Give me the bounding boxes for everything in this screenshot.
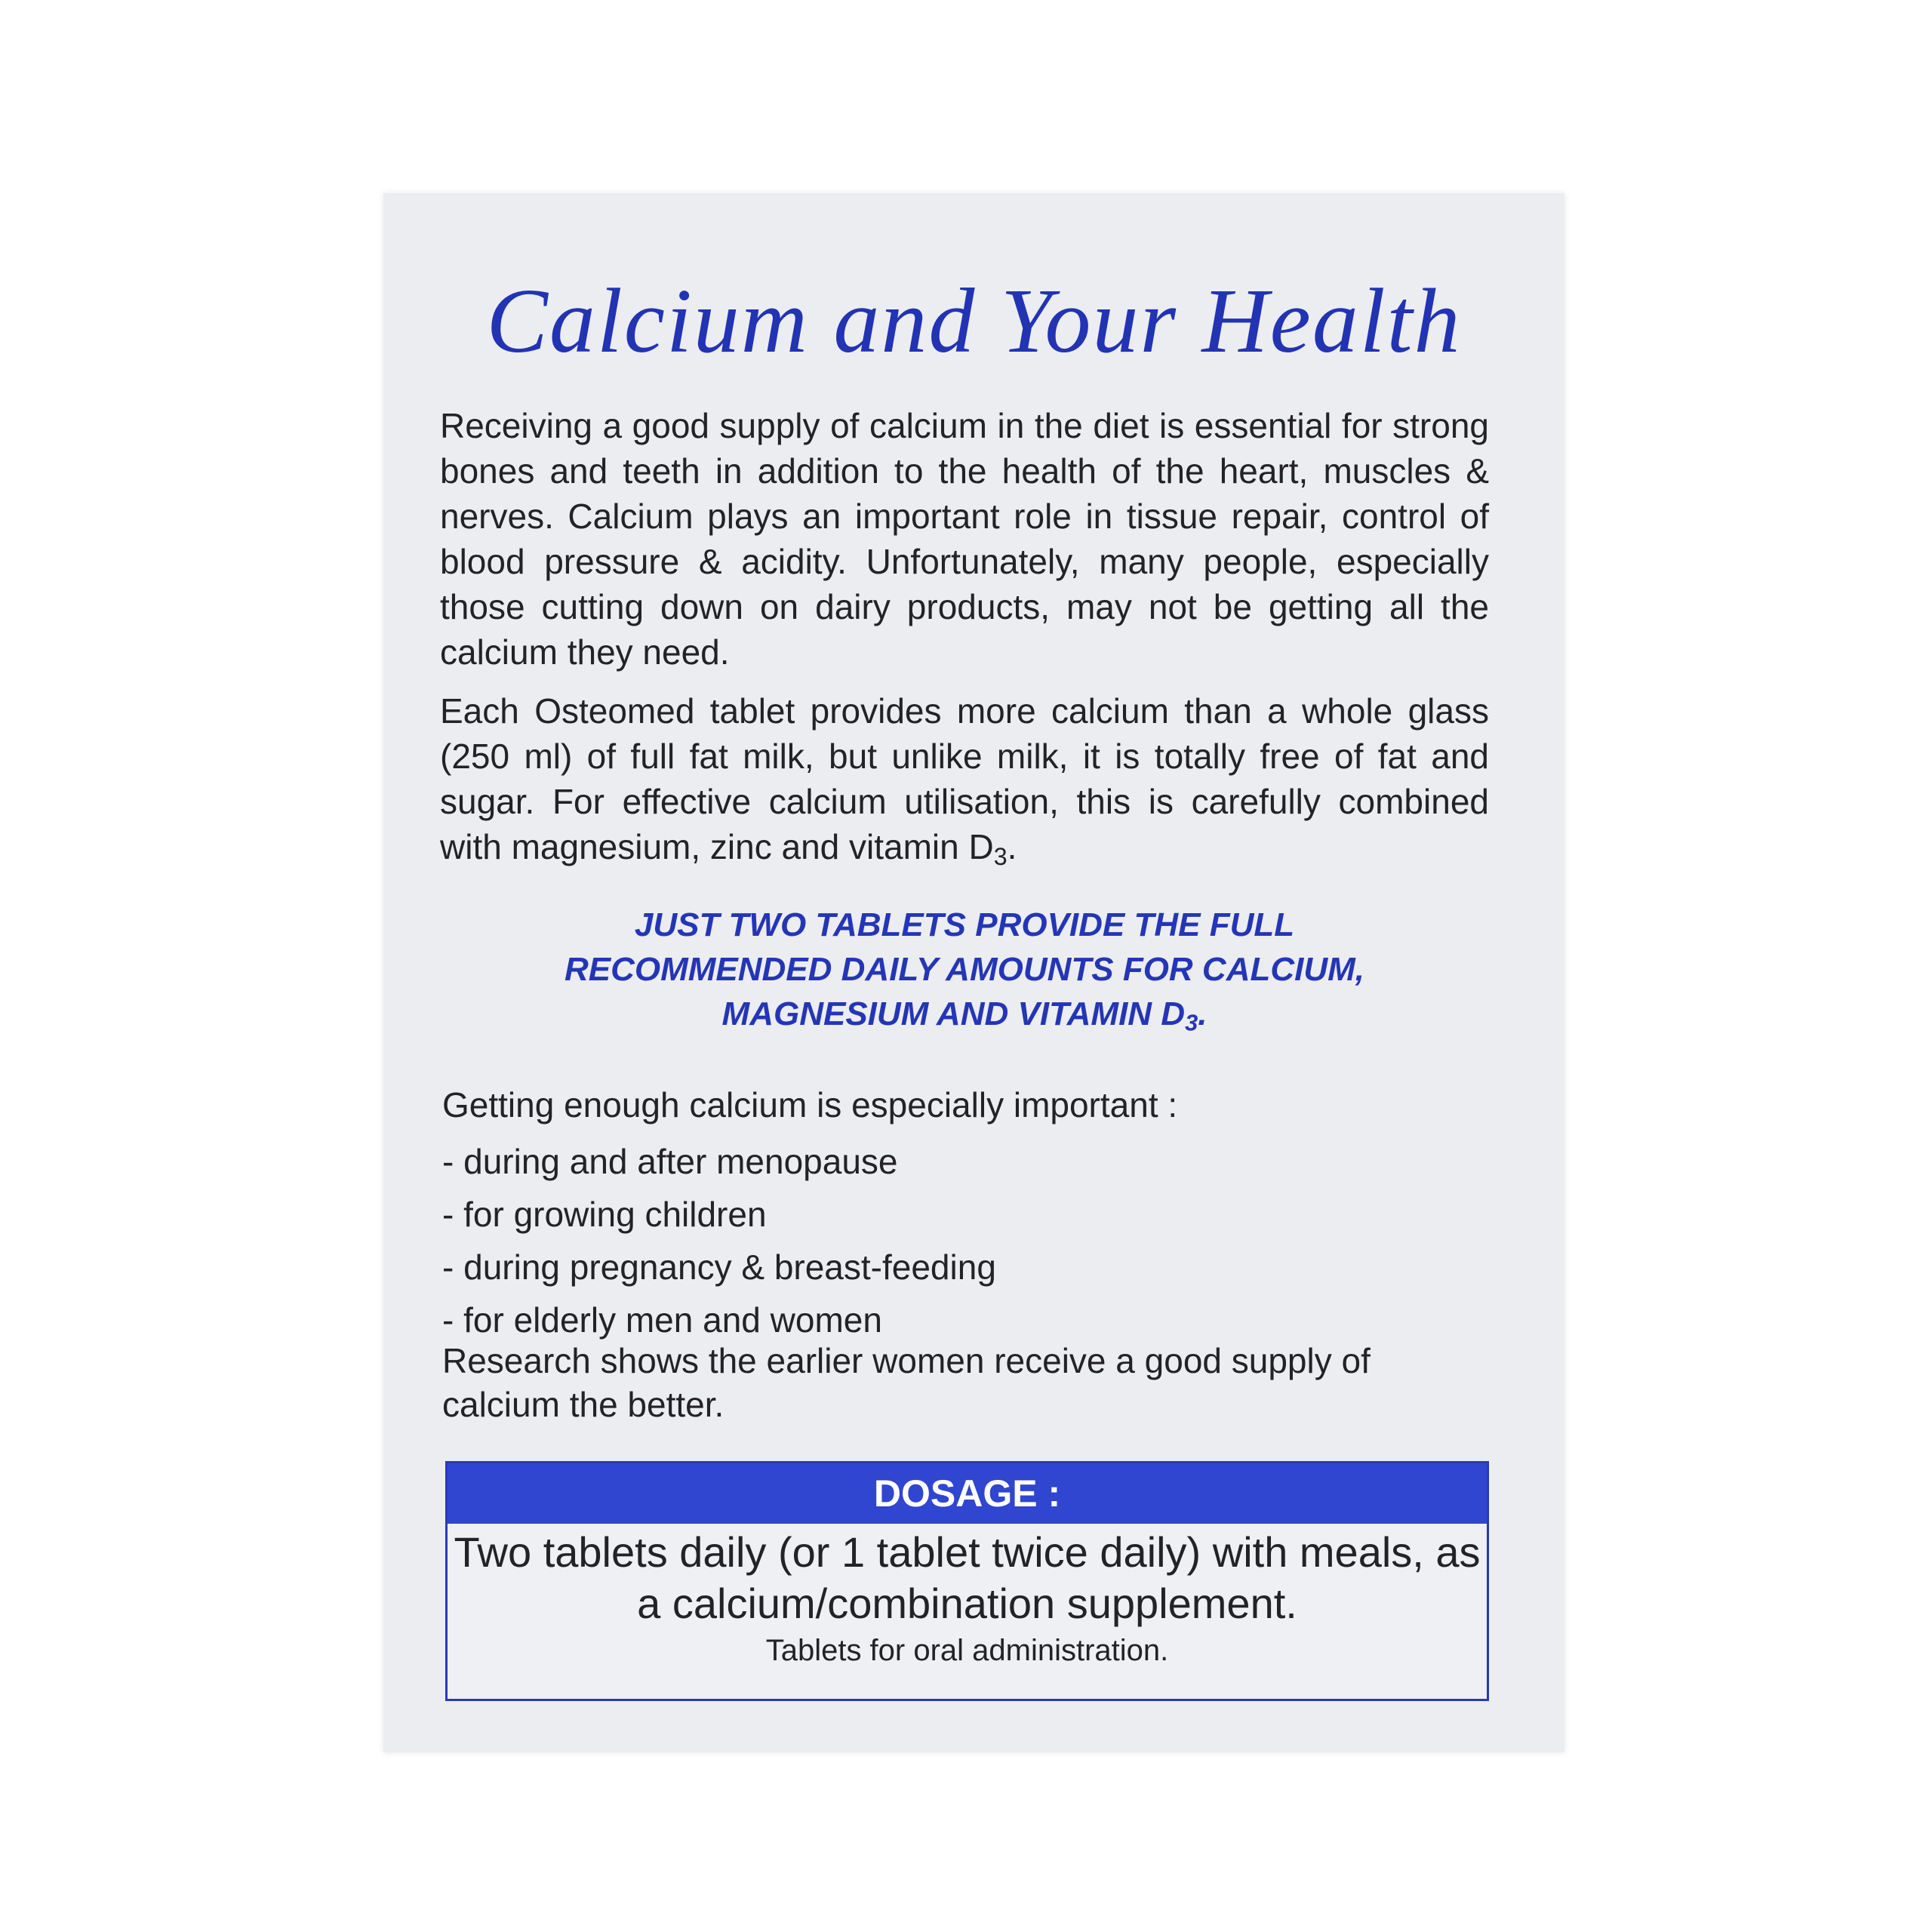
- osteomed-paragraph-text: Each Osteomed tablet provides more calcium than a whole glass (250 ml) of full fat milk, but unlike milk, it is totally free of fat and sugar. For effective calcium utilisation, this is carefully combined with magnesium, zinc and vitamin D: [440, 691, 1489, 866]
- intro-paragraph: Receiving a good supply of calcium in the diet is essential for strong bones and teeth in addition to the health of the heart, muscles & nerves. Calcium plays an important role in tissue repair, control of blood pressure & acidity. Unfortunately, many people, especially those cutting down on dairy products, may not be getting all the calcium they need.: [440, 406, 1489, 672]
- list-item: - for growing children: [442, 1188, 996, 1241]
- list-item: - during pregnancy & breast-feeding: [442, 1241, 996, 1294]
- osteomed-paragraph: [440, 688, 1489, 869]
- list-intro: Getting enough calcium is especially important :: [442, 1085, 1178, 1124]
- highlight-line-3: [440, 992, 1489, 1036]
- dosage-instructions: Two tablets daily (or 1 tablet twice daily) with meals, as a calcium/combination supplement.: [454, 1528, 1481, 1627]
- leaflet-card: [383, 193, 1564, 1752]
- highlight-line-3-end: .: [1198, 995, 1208, 1032]
- importance-list: [442, 1135, 996, 1346]
- highlight-line-3-text: MAGNESIUM AND VITAMIN D: [721, 995, 1186, 1032]
- highlight-callout: [440, 903, 1489, 1036]
- highlight-line-2: RECOMMENDED DAILY AMOUNTS FOR CALCIUM,: [564, 951, 1365, 988]
- list-item: - during and after menopause: [442, 1135, 996, 1188]
- highlight-d3-subscript: 3: [1185, 1009, 1198, 1036]
- dosage-header: DOSAGE :: [448, 1463, 1487, 1524]
- dosage-box: [445, 1461, 1489, 1701]
- d3-subscript: 3: [993, 843, 1008, 871]
- osteomed-paragraph-end: .: [1007, 827, 1017, 866]
- page-title: Calcium and Your Health: [486, 270, 1462, 372]
- highlight-line-1: JUST TWO TABLETS PROVIDE THE FULL: [634, 906, 1295, 943]
- list-item: - for elderly men and women: [442, 1294, 996, 1346]
- research-paragraph: Research shows the earlier women receive a good supply of calcium the better.: [442, 1341, 1371, 1424]
- dosage-note: Tablets for oral administration.: [765, 1634, 1169, 1667]
